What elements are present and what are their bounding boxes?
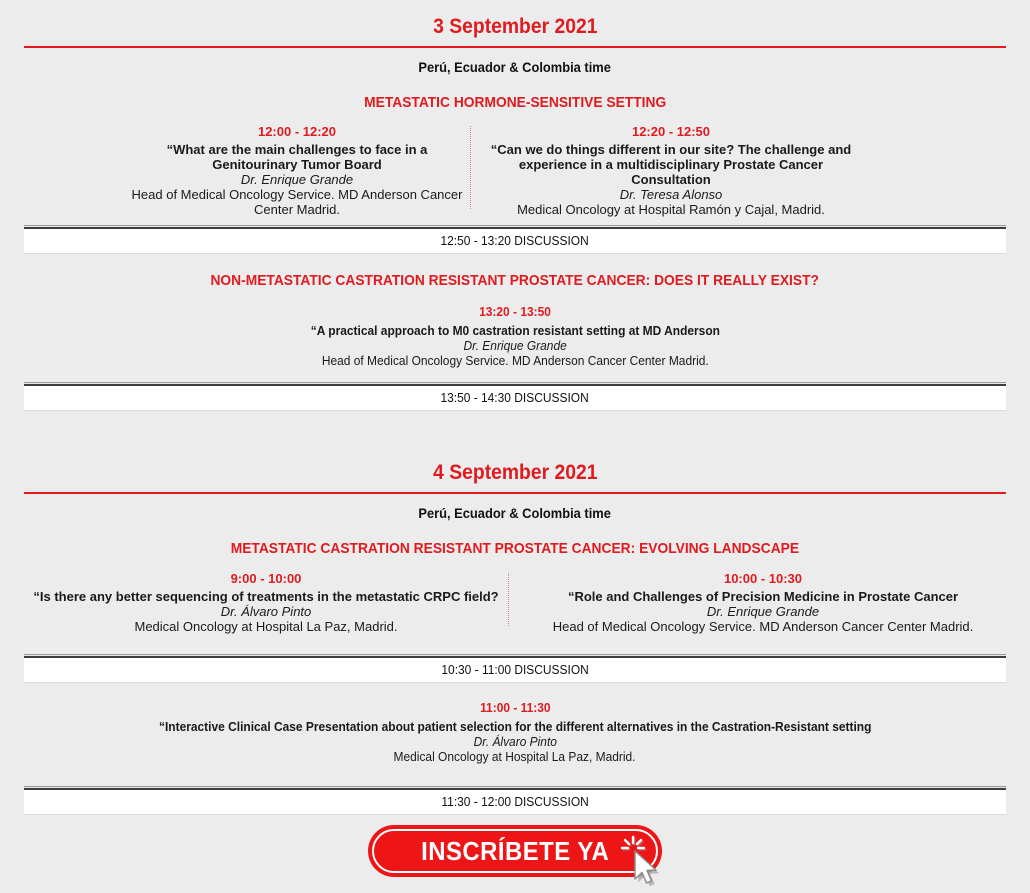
session-title: “Is there any better sequencing of treatments in the metastatic CRPC field? xyxy=(33,589,499,604)
session-speaker: Dr. Álvaro Pinto xyxy=(220,604,312,619)
day2-date-text: 4 September 2021 xyxy=(432,461,598,484)
register-button[interactable] xyxy=(368,825,662,877)
discussion-text: 11:30 - 12:00 DISCUSSION xyxy=(24,790,1006,815)
day2-date-heading xyxy=(0,411,1030,485)
session-speaker: Dr. Teresa Alonso xyxy=(619,187,723,202)
session-affiliation: Medical Oncology at Hospital Ramón y Cajal, Madrid. xyxy=(517,202,825,217)
discussion-bar xyxy=(24,225,1006,254)
day1-date-text: 3 September 2021 xyxy=(432,15,598,38)
session-time: 11:00 - 11:30 xyxy=(479,700,551,715)
session-card xyxy=(24,571,508,634)
cursor-click-icon xyxy=(618,837,668,893)
session-speaker: Dr. Enrique Grande xyxy=(706,604,820,619)
session-card xyxy=(124,124,470,217)
session-affiliation: Head of Medical Oncology Service. MD Anderson Cancer Center Madrid. xyxy=(552,619,974,634)
session-title: “Can we do things different in our site? The challenge and experience in a multidisciplinary Prostate Cancer Consultation xyxy=(490,142,852,187)
session-speaker: Dr. Enrique Grande xyxy=(463,338,567,353)
discussion-text: 13:50 - 14:30 DISCUSSION xyxy=(24,386,1006,411)
day1-date-heading xyxy=(0,0,1030,39)
session-time: 13:20 - 13:50 xyxy=(479,304,551,319)
session-affiliation: Medical Oncology at Hospital La Paz, Madrid. xyxy=(134,619,398,634)
session-affiliation: Head of Medical Oncology Service. MD Anderson Cancer Center Madrid. xyxy=(131,187,463,217)
day2-timezone-note: Perú, Ecuador & Colombia time xyxy=(418,505,612,521)
day1-section2-heading: NON-METASTATIC CASTRATION RESISTANT PROSTATE CANCER: DOES IT REALLY EXIST? xyxy=(210,272,820,289)
discussion-text: 10:30 - 11:00 DISCUSSION xyxy=(24,658,1006,683)
session-speaker: Dr. Álvaro Pinto xyxy=(473,734,557,749)
discussion-bar xyxy=(24,382,1006,411)
register-button-label: INSCRÍBETE YA xyxy=(420,836,610,866)
cta-row xyxy=(0,825,1030,877)
session-time: 12:20 - 12:50 xyxy=(631,124,711,139)
session-speaker: Dr. Enrique Grande xyxy=(240,172,354,187)
discussion-bar xyxy=(24,654,1006,683)
session-time: 9:00 - 10:00 xyxy=(230,571,302,586)
day2-section1-heading: METASTATIC CASTRATION RESISTANT PROSTATE CANCER: EVOLVING LANDSCAPE xyxy=(230,540,800,557)
session-card xyxy=(24,700,1006,764)
day2-session-row xyxy=(24,571,1006,634)
session-card xyxy=(24,304,1006,368)
day1-timezone-note: Perú, Ecuador & Colombia time xyxy=(418,59,612,75)
session-title: “What are the main challenges to face in a Genitourinary Tumor Board xyxy=(166,142,428,172)
session-title: “Role and Challenges of Precision Medicine in Prostate Cancer xyxy=(567,589,959,604)
day2-date-rule xyxy=(24,492,1006,494)
session-title: “A practical approach to M0 castration resistant setting at MD Anderson xyxy=(310,323,720,338)
session-title: “Interactive Clinical Case Presentation about patient selection for the different alternatives in the Castration-Resistant setting xyxy=(158,719,872,734)
discussion-bar xyxy=(24,786,1006,815)
session-time: 12:00 - 12:20 xyxy=(257,124,337,139)
session-time: 10:00 - 10:30 xyxy=(723,571,803,586)
day1-session-row xyxy=(24,124,1006,217)
session-card xyxy=(481,124,861,217)
session-affiliation: Medical Oncology at Hospital La Paz, Madrid. xyxy=(394,749,636,764)
session-affiliation: Head of Medical Oncology Service. MD Anderson Cancer Center Madrid. xyxy=(321,353,709,368)
dotted-divider xyxy=(508,573,509,626)
session-card xyxy=(521,571,1005,634)
discussion-text: 12:50 - 13:20 DISCUSSION xyxy=(24,229,1006,254)
day1-date-rule xyxy=(24,46,1006,48)
day1-section1-heading: METASTATIC HORMONE-SENSITIVE SETTING xyxy=(363,94,667,111)
dotted-divider xyxy=(470,126,471,209)
